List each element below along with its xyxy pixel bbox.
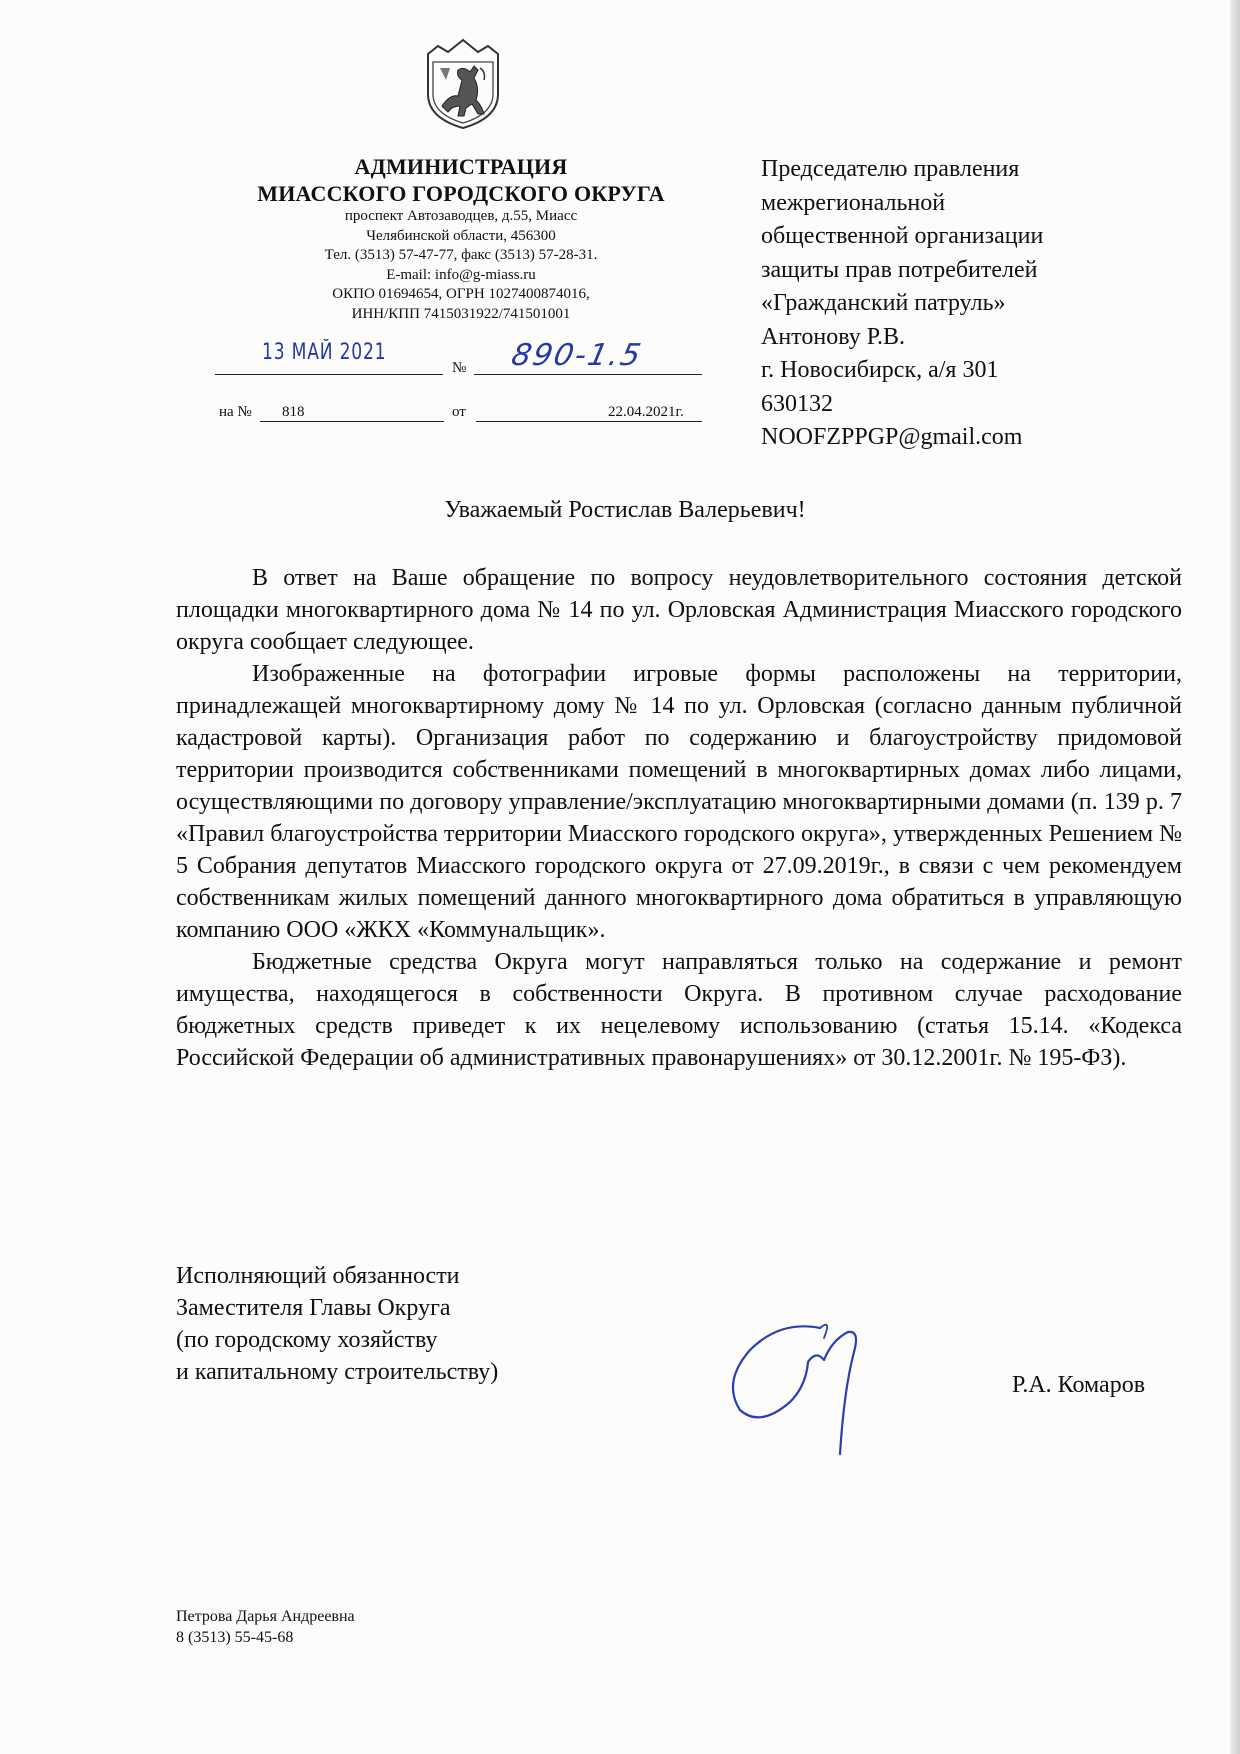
recipient-block xyxy=(761,153,1201,455)
signatory-title xyxy=(176,1260,498,1388)
executor-block xyxy=(176,1606,355,1648)
recipient-line: межрегиональной xyxy=(761,189,946,216)
number-field-underline xyxy=(474,374,702,375)
registration-number: 890-1.5 xyxy=(508,338,646,373)
signatory-title-line: (по городскому хозяйству xyxy=(176,1327,438,1353)
date-field-underline xyxy=(215,374,443,375)
signatory-title-line: Заместителя Главы Округа xyxy=(176,1295,451,1321)
recipient-line: общественной организации xyxy=(761,223,1044,249)
sender-inn: ИНН/КПП 7415031922/741501001 xyxy=(351,305,571,322)
signatory-title-line: и капитальному строительству) xyxy=(176,1359,499,1385)
recipient-line: г. Новосибирск, а/я 301 xyxy=(761,357,999,383)
number-label: № xyxy=(452,360,467,376)
sender-address-line1: проспект Автозаводцев, д.55, Миасс xyxy=(344,208,578,224)
sender-address-line2: Челябинской области, 456300 xyxy=(366,227,556,244)
recipient-email: NOOFZPPGP@gmail.com xyxy=(761,424,1023,450)
recipient-line: защиты прав потребителей xyxy=(761,256,1038,283)
sender-phone: Тел. (3513) 57-47-77, факс (3513) 57-28-31. xyxy=(324,247,598,263)
org-name-line1: АДМИНИСТРАЦИЯ xyxy=(354,154,568,179)
miass-coat-of-arms-icon xyxy=(420,36,506,132)
sender-block xyxy=(200,153,722,324)
recipient-line: Антонову Р.В. xyxy=(761,323,906,350)
signatory-name: Р.А. Комаров xyxy=(1012,1372,1146,1398)
body-paragraph: В ответ на Ваше обращение по вопросу неудовлетворительного состояния детской площадки многоквартирного дома № 14 по ул. Орловская Администрация Миасского городского округа сообщает следующее. xyxy=(176,565,1182,655)
scan-edge-shadow xyxy=(1230,0,1240,1754)
org-name-line2: МИАССКОГО ГОРОДСКОГО ОКРУГА xyxy=(257,181,665,206)
recipient-line: Председателю правления xyxy=(761,156,1020,182)
ref-date-underline xyxy=(476,421,702,422)
registration-date-stamp: 13 МАЙ 2021 xyxy=(262,340,387,365)
ref-from-label: от xyxy=(452,404,466,420)
body-paragraph: Изображенные на фотографии игровые формы расположены на территории, принадлежащей многоквартирному дому № 14 по ул. Орловская (согласно данным публичной кадастровой карты). Организация работ по содержанию и благоустройству придомовой территории производится собственниками помещений в многоквартирных домах либо лицами, осуществляющими по договору управление/эксплуатацию многоквартирными домами (п. 139 р. 7 «Правил благоустройства территории Миасского городского округа», утвержденных Решением № 5 Собрания депутатов Миасского городского округа от 27.09.2019г., в связи с чем рекомендуем собственникам жилых помещений данного многоквартирного дома обратиться в управляющую компанию ООО «ЖКХ «Коммунальщик». xyxy=(176,661,1182,943)
sender-email: E-mail: info@g-miass.ru xyxy=(386,266,536,283)
letter-body xyxy=(176,562,1182,1074)
ref-number-underline xyxy=(260,421,444,422)
ref-label: на № xyxy=(219,404,252,420)
recipient-line: «Гражданский патруль» xyxy=(761,290,1006,316)
recipient-line: 630132 xyxy=(761,390,833,417)
salutation: Уважаемый Ростислав Валерьевич! xyxy=(444,497,806,523)
executor-phone: 8 (3513) 55-45-68 xyxy=(176,1629,294,1646)
executor-name: Петрова Дарья Андреевна xyxy=(176,1608,355,1625)
ref-number: 818 xyxy=(282,404,305,420)
ref-date: 22.04.2021г. xyxy=(608,404,684,420)
signatory-title-line: Исполняющий обязанности xyxy=(176,1263,460,1289)
handwritten-signature xyxy=(720,1310,950,1460)
body-paragraph: Бюджетные средства Округа могут направляться только на содержание и ремонт имущества, находящегося в собственности Округа. В противном случае расходование бюджетных средств приведет к их нецелевому использованию (статья 15.14. «Кодекса Российской Федерации об административных правонарушениях» от 30.12.2001г. № 195-ФЗ). xyxy=(176,949,1182,1071)
sender-okpo: ОКПО 01694654, ОГРН 1027400874016, xyxy=(332,286,590,302)
